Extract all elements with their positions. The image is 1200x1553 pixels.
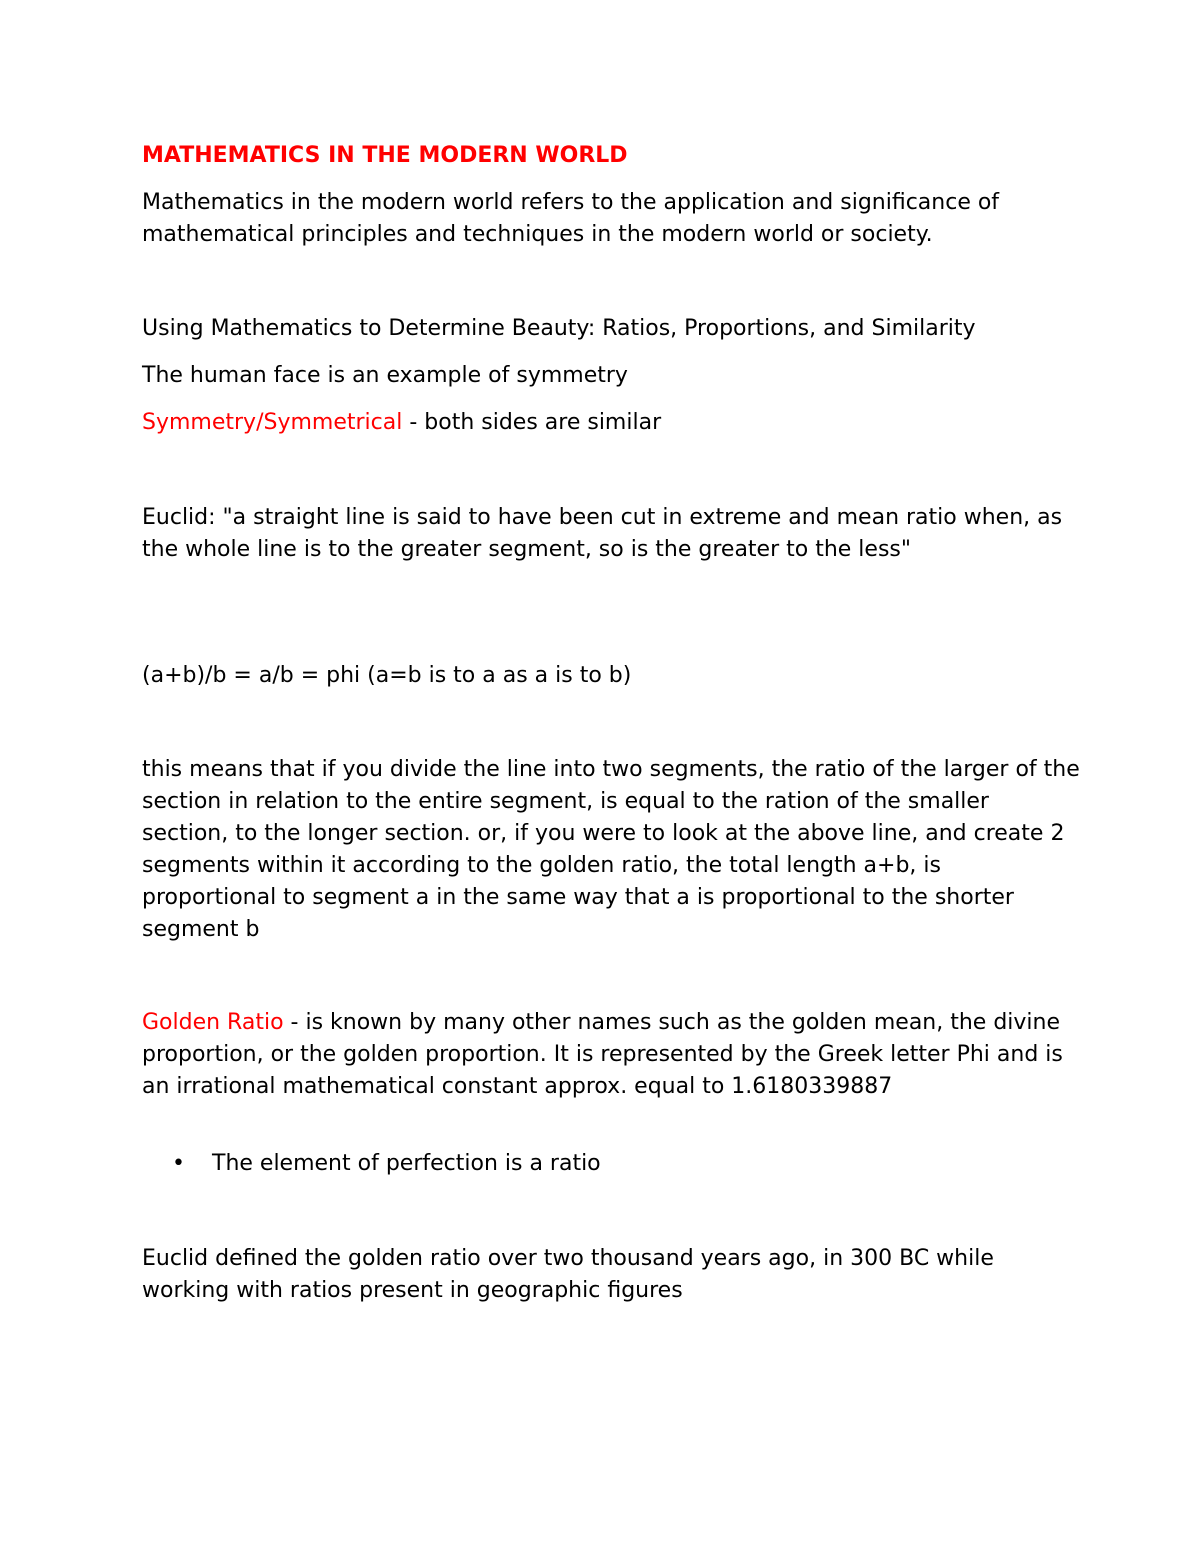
face-symmetry-line: The human face is an example of symmetry xyxy=(142,363,628,388)
intro-paragraph: Mathematics in the modern world refers to the application and significance of mathematical principles and techniques in the modern world or society. xyxy=(142,190,1000,247)
golden-ratio-definition xyxy=(142,1007,1082,1103)
symmetry-definition xyxy=(142,407,1082,439)
explanation-paragraph: this means that if you divide the line into two segments, the ratio of the larger of the section in relation to the entire segment, is equal to the ration of the smaller section, to the longer section. or, if you were to look at the above line, and create 2 segments within it according to the golden ratio, the total length a+b, is proportional to segment a in the same way that a is proportional to the shorter segment b xyxy=(142,757,1080,942)
beauty-heading: Using Mathematics to Determine Beauty: Ratios, Proportions, and Similarity xyxy=(142,316,976,341)
document-title: MATHEMATICS IN THE MODERN WORLD xyxy=(142,143,628,168)
symmetry-term: Symmetry/Symmetrical xyxy=(142,410,403,435)
bullet-text: The element of perfection is a ratio xyxy=(212,1151,601,1176)
euclid-quote: Euclid: "a straight line is said to have been cut in extreme and mean ratio when, as the whole line is to the greater segment, so is the greater to the less" xyxy=(142,505,1063,562)
golden-ratio-definition-text: - is known by many other names such as the golden mean, the divine proportion, or the golden proportion. It is represented by the Greek letter Phi and is an irrational mathematical constant approx. equal to 1.6180339887 xyxy=(142,1010,1063,1099)
symmetry-definition-text: - both sides are similar xyxy=(402,410,662,435)
golden-ratio-formula: (a+b)/b = a/b = phi (a=b is to a as a is to b) xyxy=(142,663,632,688)
bullet-icon: • xyxy=(172,1151,185,1176)
golden-ratio-term: Golden Ratio xyxy=(142,1010,284,1035)
closing-paragraph: Euclid defined the golden ratio over two thousand years ago, in 300 BC while working with ratios present in geographic figures xyxy=(142,1246,994,1303)
